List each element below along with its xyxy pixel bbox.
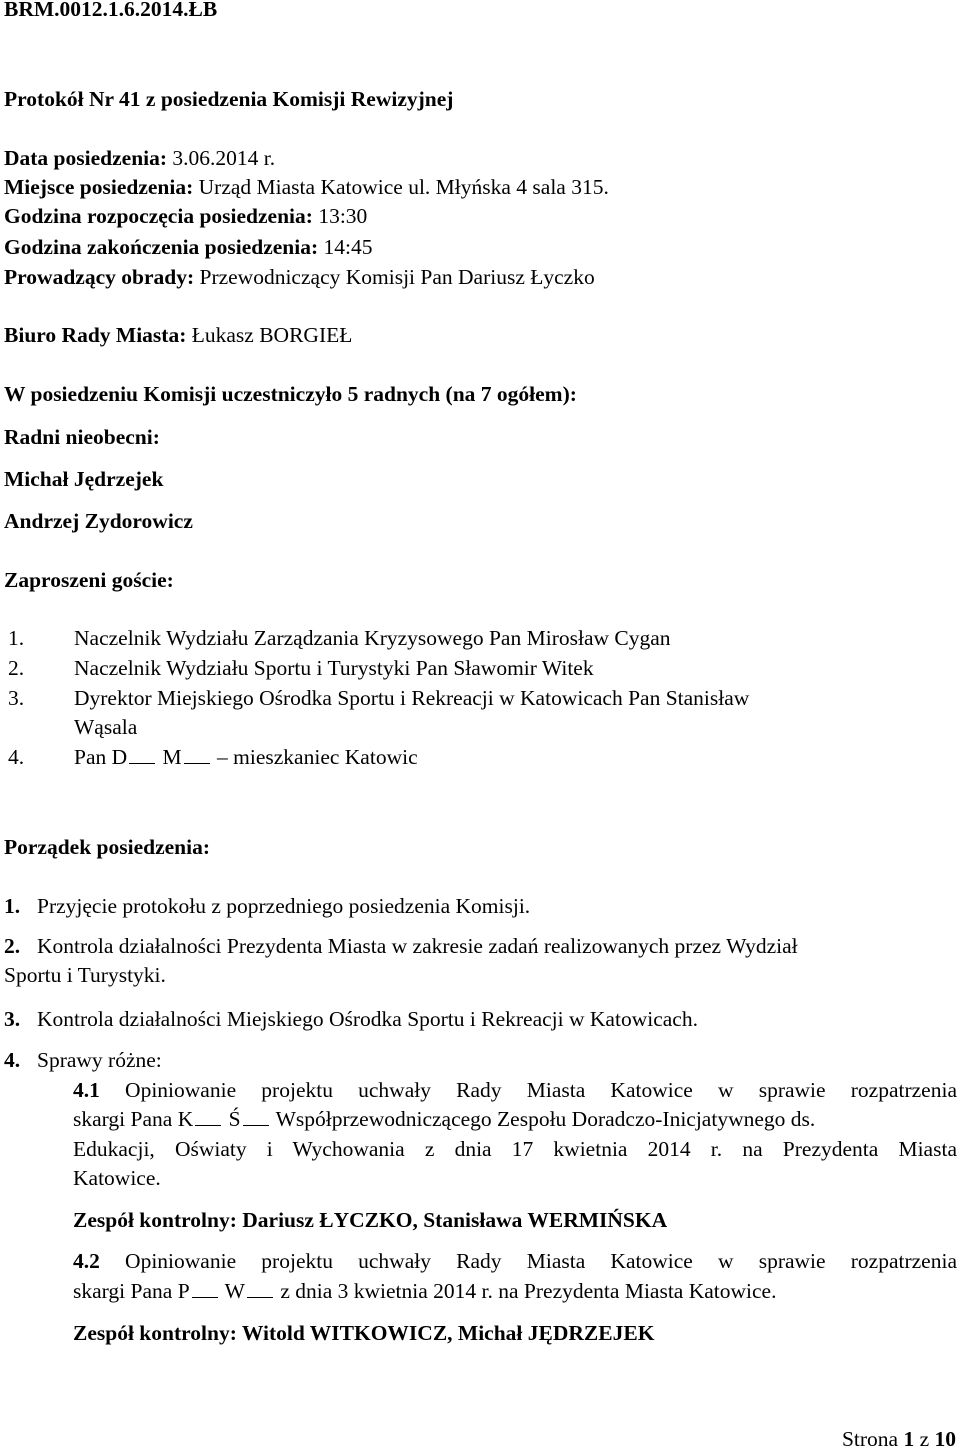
redaction-blank: [129, 745, 155, 764]
agenda-item: Kontrola działalności Miejskiego Ośrodka Sportu i Rekreacji w Katowicach.: [37, 1007, 698, 1031]
meeting-date: [4, 145, 275, 171]
guest-number: 1.: [8, 626, 25, 650]
subitem-text: skargi Pana P: [73, 1279, 190, 1303]
page-word: Strona: [841, 1427, 899, 1451]
guest-item-part: mieszkaniec Katowic: [233, 745, 418, 769]
dash-separator: –: [217, 745, 228, 769]
of-word: z: [919, 1427, 930, 1451]
place-label: Miejsce posiedzenia:: [4, 175, 194, 199]
guests-heading: Zaproszeni goście:: [4, 568, 174, 592]
guest-item: Naczelnik Wydziału Zarządzania Kryzysowego Pan Mirosław Cygan: [74, 626, 671, 650]
start-value: 13:30: [312, 204, 368, 228]
page-footer: [842, 1426, 956, 1452]
subitem-text: W: [224, 1279, 245, 1303]
subitem-4-1-line: [73, 1106, 815, 1132]
subitem-text: z dnia 3 kwietnia 2014 r. na Prezydenta Miasta Katowice.: [280, 1279, 777, 1303]
guest-item: [74, 744, 418, 770]
redaction-blank: [243, 1107, 269, 1126]
agenda-number: 4.: [4, 1048, 21, 1072]
date-value: 3.06.2014 r.: [167, 146, 276, 170]
guest-number: 3.: [8, 686, 25, 710]
redaction-blank: [195, 1107, 221, 1126]
document-code: BRM.0012.1.6.2014.ŁB: [4, 0, 218, 21]
redaction-blank: [192, 1279, 218, 1298]
subitem-text: Opiniowanie projektu uchwały Rady Miasta Katowice w sprawie rozpatrzenia: [99, 1078, 957, 1102]
subitem-4-1-line: Edukacji, Oświaty i Wychowania z dnia 17 kwietnia 2014 r. na Prezydenta Miasta: [73, 1137, 957, 1161]
guest-item-part: M: [162, 745, 182, 769]
page-total: 10: [934, 1427, 956, 1451]
subitem-number: 4.1: [73, 1078, 100, 1102]
page-number: 1: [903, 1427, 915, 1451]
subitem-4-2-line: [73, 1278, 776, 1304]
subitem-4-1-line: Katowice.: [73, 1166, 161, 1190]
absent-heading: Radni nieobecni:: [4, 425, 160, 449]
agenda-number: 3.: [4, 1007, 21, 1031]
subitem-4-2-line: [73, 1248, 957, 1274]
guest-item-part: Pan D: [74, 745, 128, 769]
redaction-blank: [184, 745, 210, 764]
office-label: Biuro Rady Miasta:: [4, 323, 187, 347]
agenda-item: Kontrola działalności Prezydenta Miasta w zakresie zadań realizowanych przez Wydział: [37, 934, 798, 958]
chair-value: Przewodniczący Komisji Pan Dariusz Łyczko: [194, 265, 595, 289]
subitem-text: Opiniowanie projektu uchwały Rady Miasta Katowice w sprawie rozpatrzenia: [99, 1249, 957, 1273]
chair-label: Prowadzący obrady:: [4, 265, 195, 289]
subitem-text: Ś: [228, 1107, 241, 1131]
guest-item: Dyrektor Miejskiego Ośrodka Sportu i Rekreacji w Katowicach Pan Stanisław: [74, 686, 750, 710]
subitem-text: Współprzewodniczącego Zespołu Doradczo-Inicjatywnego ds.: [275, 1107, 816, 1131]
office-value: Łukasz BORGIEŁ: [186, 323, 353, 347]
subitem-text: skargi Pana K: [73, 1107, 194, 1131]
meeting-place: [4, 174, 609, 200]
agenda-number: 1.: [4, 894, 21, 918]
meeting-end: [4, 234, 373, 260]
subitem-4-1-line: [73, 1077, 957, 1103]
agenda-item: Przyjęcie protokołu z poprzedniego posiedzenia Komisji.: [37, 894, 531, 918]
guest-item: Naczelnik Wydziału Sportu i Turystyki Pan Sławomir Witek: [74, 656, 594, 680]
guest-number: 2.: [8, 656, 25, 680]
protocol-title: Protokół Nr 41 z posiedzenia Komisji Rewizyjnej: [4, 87, 454, 111]
subitem-number: 4.2: [73, 1249, 100, 1273]
agenda-item: Sprawy różne:: [37, 1048, 162, 1072]
guest-item-continuation: Wąsala: [74, 715, 138, 739]
redaction-blank: [247, 1279, 273, 1298]
attendance-note: W posiedzeniu Komisji uczestniczyło 5 radnych (na 7 ogółem):: [4, 382, 577, 406]
meeting-chair: [4, 264, 595, 290]
agenda-number: 2.: [4, 934, 21, 958]
place-value: Urząd Miasta Katowice ul. Młyńska 4 sala 315.: [193, 175, 609, 199]
start-label: Godzina rozpoczęcia posiedzenia:: [4, 204, 313, 228]
absent-name: Andrzej Zydorowicz: [4, 509, 193, 533]
end-label: Godzina zakończenia posiedzenia:: [4, 235, 319, 259]
council-office: [4, 322, 352, 348]
guest-number: 4.: [8, 745, 25, 769]
absent-name: Michał Jędrzejek: [4, 467, 164, 491]
control-team: Zespół kontrolny: Dariusz ŁYCZKO, Stanisława WERMIŃSKA: [73, 1208, 668, 1232]
end-value: 14:45: [318, 235, 373, 259]
meeting-start: [4, 203, 367, 229]
date-label: Data posiedzenia:: [4, 146, 168, 170]
control-team: Zespół kontrolny: Witold WITKOWICZ, Michał JĘDRZEJEK: [73, 1321, 655, 1345]
agenda-heading: Porządek posiedzenia:: [4, 835, 211, 859]
agenda-item-continuation: Sportu i Turystyki.: [4, 963, 166, 987]
